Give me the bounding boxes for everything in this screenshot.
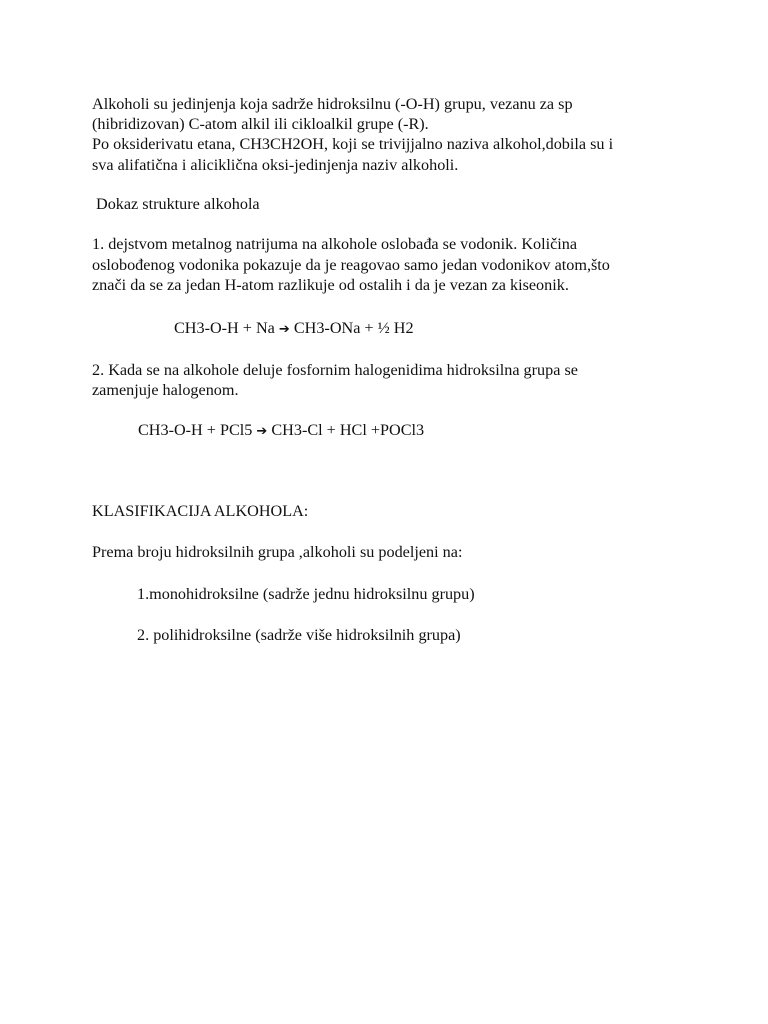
equation-1-right: CH3-ONa + ½ H2 [293, 319, 414, 337]
section-heading-proof: Dokaz strukture alkohola [96, 195, 260, 213]
point1-line-1: 1. dejstvom metalnog natrijuma na alkohole oslobađa se vodonik. Količina [92, 235, 578, 253]
point1-line-2: oslobođenog vodonika pokazuje da je reagovao samo jedan vodonikov atom,što [92, 256, 610, 274]
intro-line-4: sva alifatična i aliciklična oksi-jedinjenja naziv alkoholi. [92, 156, 459, 174]
classification-item-1: 1.monohidroksilne (sadrže jednu hidroksilnu grupu) [137, 585, 475, 603]
equation-1-left: CH3-O-H + Na [174, 319, 275, 337]
point2-line-1: 2. Kada se na alkohole deluje fosfornim halogenidima hidroksilna grupa se [92, 361, 578, 379]
classification-heading: KLASIFIKACIJA ALKOHOLA: [92, 502, 309, 520]
point2-line-2: zamenjuje halogenom. [92, 381, 239, 399]
equation-2 [138, 420, 424, 443]
intro-line-3: Po oksiderivatu etana, CH3CH2OH, koji se trivijjalno naziva alkohol,dobila su i [92, 135, 614, 153]
equation-2-left: CH3-O-H + PCl5 [138, 421, 253, 439]
intro-line-2: (hibridizovan) C-atom alkil ili cikloalkil grupe (-R). [92, 115, 429, 133]
reaction-arrow-icon: ➔ [256, 424, 268, 439]
reaction-arrow-icon: ➔ [278, 322, 290, 337]
equation-2-right: CH3-Cl + HCl +POCl3 [271, 421, 425, 439]
intro-line-1: Alkoholi su jedinjenja koja sadrže hidroksilnu (-O-H) grupu, vezanu za sp [92, 95, 573, 113]
equation-1 [174, 318, 414, 341]
classification-item-2: 2. polihidroksilne (sadrže više hidroksilnih grupa) [137, 626, 461, 644]
classification-intro: Prema broju hidroksilnih grupa ,alkoholi su podeljeni na: [92, 543, 463, 561]
point1-line-3: znači da se za jedan H-atom razlikuje od ostalih i da je vezan za kiseonik. [92, 276, 569, 294]
